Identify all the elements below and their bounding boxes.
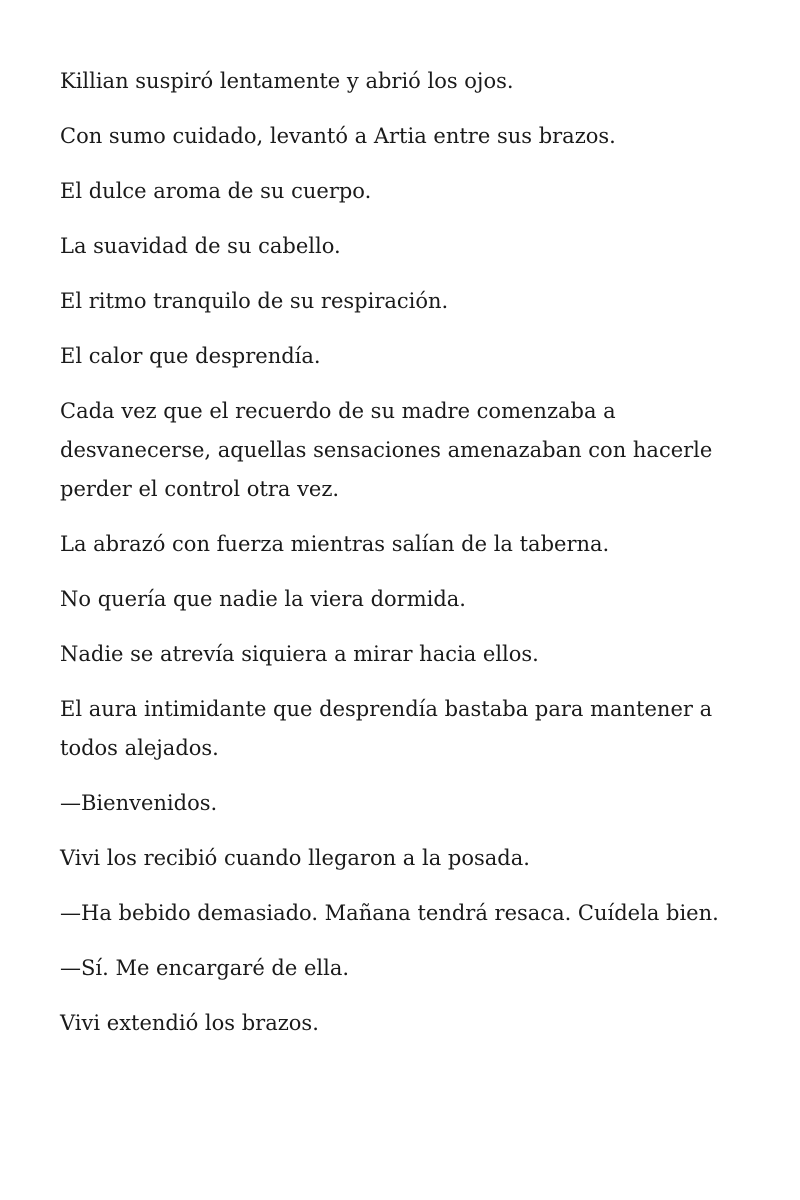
paragraph: La abrazó con fuerza mientras salían de la taberna. (60, 532, 610, 556)
paragraph: La suavidad de su cabello. (60, 234, 341, 258)
document-page (60, 62, 740, 1059)
paragraph: El aura intimidante que desprendía bastaba para mantener a todos alejados. (60, 697, 713, 760)
dialogue-line: —Sí. Me encargaré de ella. (60, 956, 350, 980)
paragraph: Cada vez que el recuerdo de su madre comenzaba a desvanecerse, aquellas sensaciones amenazaban con hacerle perder el control otra vez. (60, 399, 713, 501)
paragraph: No quería que nadie la viera dormida. (60, 587, 466, 611)
paragraph: El dulce aroma de su cuerpo. (60, 179, 372, 203)
paragraph: Vivi los recibió cuando llegaron a la posada. (60, 846, 530, 870)
paragraph: El calor que desprendía. (60, 344, 321, 368)
dialogue-line: —Ha bebido demasiado. Mañana tendrá resaca. Cuídela bien. (60, 901, 719, 925)
dialogue-line: —Bienvenidos. (60, 791, 218, 815)
paragraph: Con sumo cuidado, levantó a Artia entre sus brazos. (60, 124, 616, 148)
paragraph: Nadie se atrevía siquiera a mirar hacia ellos. (60, 642, 539, 666)
paragraph: El ritmo tranquilo de su respiración. (60, 289, 449, 313)
paragraph: Vivi extendió los brazos. (60, 1011, 319, 1035)
paragraph: Killian suspiró lentamente y abrió los ojos. (60, 69, 514, 93)
